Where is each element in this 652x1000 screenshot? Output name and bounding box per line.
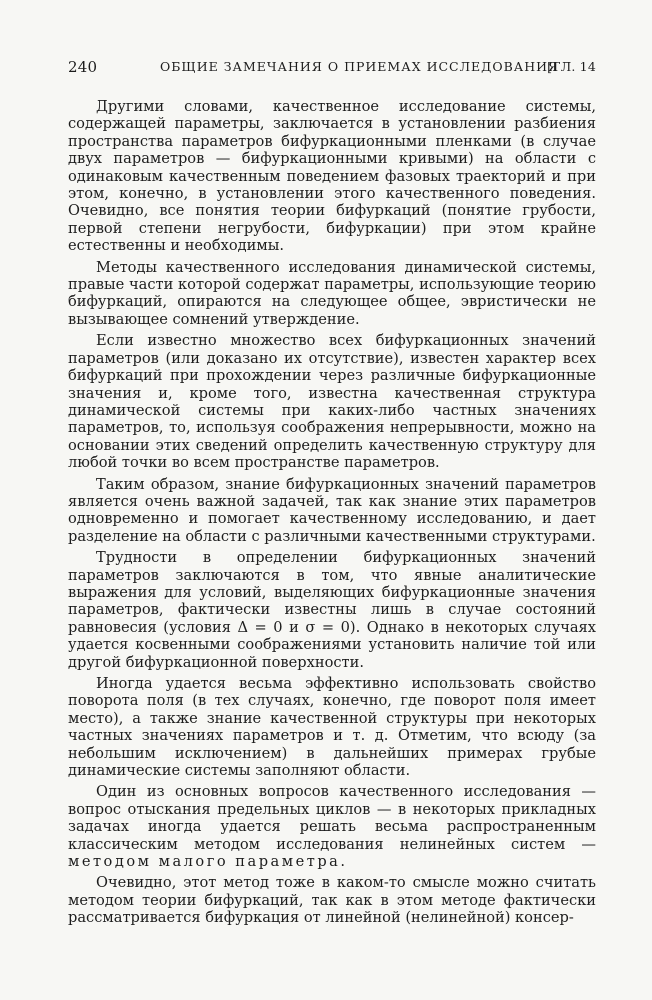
paragraph: Если известно множество всех бифуркационных значений параметров (или доказано их отсутствие), известен характер всех бифуркаций при прохождении через различные бифуркационные значения и, кроме того, известна качественная структура динамической системы при каких-либо частных значениях параметров, то, используя соображения непрерывности, можно на основании этих сведений определить качественную структуру для любой точки во всем пространстве параметров. <box>68 332 596 472</box>
paragraph: Методы качественного исследования динамической системы, правые части которой содержат параметры, использующие теорию бифуркаций, опираются на следующее общее, эвристически не вызывающее сомнений утверждение. <box>68 258 596 328</box>
chapter-label: [ГЛ. 14 <box>547 59 596 74</box>
running-title: ОБЩИЕ ЗАМЕЧАНИЯ О ПРИЕМАХ ИССЛЕДОВАНИЯ <box>160 59 560 74</box>
paragraph: Иногда удается весьма эффективно использовать свойство поворота поля (в тех случаях, конечно, где поворот поля имеет место), а также знание качественной структуры при некоторых частных значениях параметров и т. д. Отметим, что всюду (за небольшим исключением) в дальнейших примерах грубые динамические системы заполняют области. <box>68 675 596 780</box>
paragraph <box>68 783 596 870</box>
paragraph: Очевидно, этот метод тоже в каком-то смысле можно считать методом теории бифуркаций, так как в этом методе фактически рассматривается бифуркация от линейной (нелинейной) консер- <box>68 874 596 927</box>
paragraph-end: . <box>340 853 346 871</box>
page-number: 240 <box>68 58 98 76</box>
page-header <box>68 58 596 78</box>
body-text <box>68 98 596 931</box>
paragraph-text: Один из основных вопросов качественного исследования — вопрос отыскания предельных циклов — в некоторых прикладных задачах иногда удается решать весьма распространенным классическим методом исследования нелинейных систем — <box>68 783 596 853</box>
paragraph: Таким образом, знание бифуркационных значений параметров является очень важной задачей, так как знание этих параметров одновременно и помогает качественному исследованию, и дает разделение на области с различными качественными структурами. <box>68 475 596 545</box>
paragraph: Другими словами, качественное исследование системы, содержащей параметры, заключается в установлении разбиения пространства параметров бифуркационными пленками (в случае двух параметров — бифуркационными кривыми) на области с одинаковым качественным поведением фазовых траекторий и при этом, конечно, в установлении этого качественного поведения. Очевидно, все понятия теории бифуркаций (понятие грубости, первой степени негрубости, бифуркации) при этом крайне естественны и необходимы. <box>68 98 596 255</box>
emphasized-term: методом малого параметра <box>68 853 341 871</box>
paragraph: Трудности в определении бифуркационных значений параметров заключаются в том, что явные аналитические выражения для условий, выделяющих бифуркационные значения параметров, фактически известны лишь в случае состояний равновесия (условия Δ = 0 и σ = 0). Однако в некоторых случаях удается косвенными соображениями установить наличие той или другой бифуркационной поверхности. <box>68 549 596 671</box>
